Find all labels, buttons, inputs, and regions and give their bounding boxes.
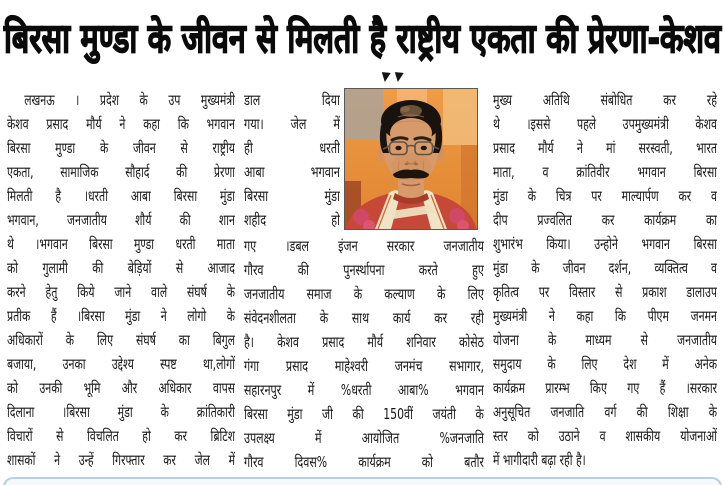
column-2-text-beside-photo (244, 88, 340, 232)
article-text-line: बिरसा मुंडा (244, 187, 340, 205)
article-text-line: योजना के माध्यम से जनजातीय (493, 331, 718, 349)
article-text-line: केशव प्रसाद मौर्य ने कहा कि भगवान (7, 115, 236, 133)
keshav-prasad-maurya-photo (344, 88, 478, 230)
article-text-line: बिरसा मुण्डा के जीवन से राष्ट्रीय (7, 139, 236, 157)
article-text-line: मुख्य अतिथि संबोधित कर रहे (493, 91, 718, 109)
article-text-line: कार्यक्रम प्रारम्भ किए गए हैं ।सरकार (493, 379, 718, 397)
article-text-line: गए ।डबल इंजन सरकार जनजातीय (244, 237, 484, 255)
article-headline: बिरसा मुण्डा के जीवन से मिलती है राष्ट्रीय एकता की प्रेरणा-केशव (4, 16, 721, 62)
article-text-line: अनुसूचित जनजाति वर्ग की शिक्षा के (493, 403, 718, 421)
article-text-line: दीप प्रज्वलित कर कार्यक्रम का (493, 211, 718, 229)
article-text-line: एकता, सामाजिक सौहार्द की प्रेरणा (7, 163, 236, 181)
article-text-line: लखनऊ । प्रदेश के उप मुख्यमंत्री (24, 91, 236, 109)
article-text-line: माता, व क्रांतिवीर भगवान बिरसा (493, 163, 718, 181)
column-2-narrow-wrap (244, 88, 340, 232)
article-text-line: को उनकी भूमि और अधिकार वापस (7, 379, 236, 397)
article-text-line: बजाया, उनका उद्देश्य स्पष्ट था,लोगों (7, 355, 236, 373)
article-text-line: डाल दिया (244, 91, 340, 109)
article-text-line: बिरसा मुंडा जी की 150वीं जयंती के (244, 405, 484, 423)
article-text-line: सहारनपुर में %धरती आबा% भगवान (244, 381, 484, 399)
article-text-line: में भागीदारी बढ़ा रही है। (493, 451, 586, 469)
article-text-line: ही धरती (244, 139, 340, 157)
article-text-line: शासकों ने उन्हें गिरफ्तार कर जेल में (7, 451, 236, 469)
article-text-line: प्रसाद मौर्य ने मां सरस्वती, भारत (493, 139, 718, 157)
article-text-line: गया। जेल में (244, 115, 340, 133)
article-text-line: अधिकारों के लिए संघर्ष का बिगुल (7, 331, 236, 349)
article-text-line: स्तर को उठाने व शासकीय योजनाओं (493, 427, 718, 445)
article-text-line: है। केशव प्रसाद मौर्य शनिवार कोसेठ (244, 333, 484, 351)
column-3-text (493, 88, 717, 472)
article-text-line: भगवान, जनजातीय शौर्य की शान (7, 211, 236, 229)
article-text-line: मुंडा के जीवन दर्शन, व्यक्तित्व व (493, 259, 718, 277)
article-text-line: मुख्यमंत्री ने कहा कि पीएम जनमन (493, 307, 718, 325)
article-body (7, 88, 717, 474)
article-text-line: थे ।भगवान बिरसा मुण्डा धरती माता (7, 235, 236, 253)
article-text-line: को गुलामी की बेड़ियों से आजाद (7, 259, 236, 277)
article-text-line: विचारों से विचलित हो कर ब्रिटिश (7, 427, 236, 445)
column-2-top-row (244, 88, 484, 232)
article-text-line: आबा भगवान (244, 163, 340, 181)
article-text-line: दिलाना ।बिरसा मुंडा के क्रांतिकारी (7, 403, 236, 421)
article-column-3 (493, 88, 717, 474)
column-1-text (7, 88, 235, 472)
portrait-illustration (345, 89, 477, 229)
article-text-line: गंगा प्रसाद माहेश्वरी जनमंच सभागार, (244, 357, 484, 375)
article-text-line: गौरव दिवस% कार्यक्रम को बतौर (244, 453, 484, 471)
bottom-clipping-edge (3, 477, 722, 485)
ink-marks-decoration (381, 72, 403, 82)
column-2-text-below-photo (244, 234, 484, 474)
article-text-line: समुदाय के लिए देश में अनेक (493, 355, 718, 373)
article-text-line: गौरव की पुनर्स्थापना करते हुए (244, 261, 484, 279)
article-text-line: थे ।इससे पहले उपमुख्यमंत्री केशव (493, 115, 718, 133)
article-text-line: मिलती है ।धरती आबा बिरसा मुंडा (7, 187, 236, 205)
article-text-line: प्रतीक हैं ।बिरसा मुंडा ने लोगो के (7, 307, 236, 325)
article-column-2 (244, 88, 484, 474)
article-column-1 (7, 88, 235, 474)
article-text-line: उपलक्ष्य में आयोजित %जनजाति (244, 429, 484, 447)
article-text-line: संवेदनशीलता के साथ कार्य कर रही (244, 309, 484, 327)
article-text-line: करने हेतु किये जाने वाले संघर्ष के (7, 283, 236, 301)
article-text-line: कृतित्व पर विस्तार से प्रकाश डालाउप (493, 283, 718, 301)
article-text-line: जनजातीय समाज के कल्याण के लिए (244, 285, 484, 303)
article-text-line: मुंडा के चित्र पर माल्यार्पण कर व (493, 187, 718, 205)
article-text-line: शहीद हो (244, 211, 340, 229)
article-text-line: शुभारंभ किया। उन्होने भगवान बिरसा (493, 235, 718, 253)
